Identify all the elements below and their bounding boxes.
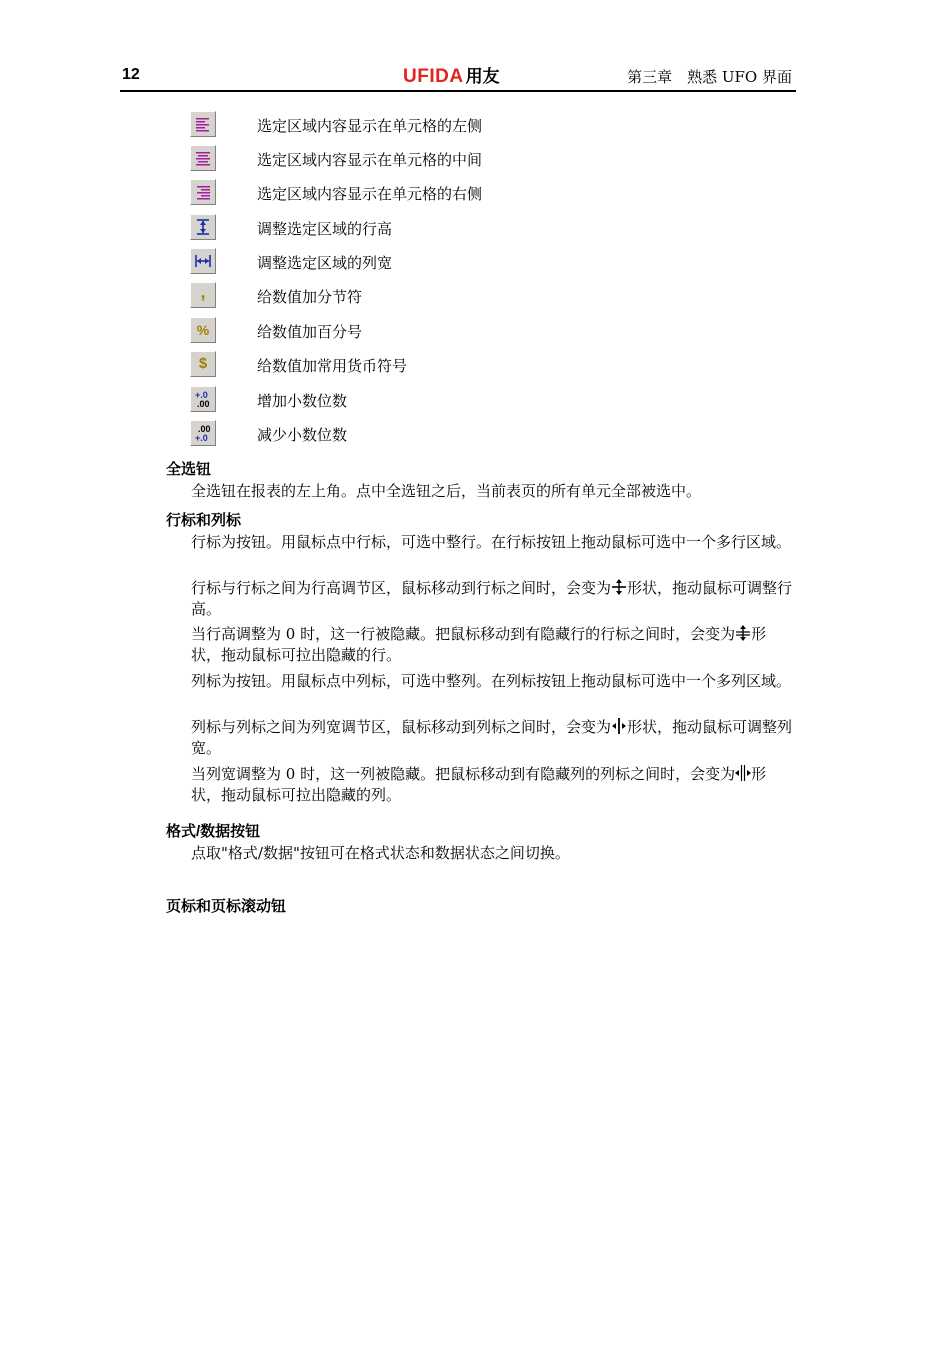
row-unhide-cursor-icon: [735, 625, 751, 641]
column-unhide-cursor-icon: [735, 765, 751, 781]
icon-row-align-right: [190, 179, 790, 209]
paragraph: 当行高调整为 0 时，这一行被隐藏。把鼠标移动到有隐藏行的行标之间时，会变为 形状，拖动鼠标可拉出隐藏的行。: [191, 625, 767, 664]
icon-row-align-center: [190, 145, 790, 175]
decrease-decimal-icon: [190, 420, 216, 446]
section-title-format-data: 格式/数据按钮: [166, 823, 261, 840]
align-left-icon: [190, 111, 216, 137]
section-title-page-tabs: 页标和页标滚动钮: [166, 898, 287, 915]
paragraph: 行标为按钮。用鼠标点中行标，可选中整行。在行标按钮上拖动鼠标可选中一个多行区域。: [191, 533, 792, 551]
row-height-icon: [190, 214, 216, 240]
column-width-icon: [190, 248, 216, 274]
icon-row-increase-decimal: [190, 386, 790, 416]
icon-label: 给数值加分节符: [257, 288, 363, 306]
page-number: 12: [122, 66, 140, 83]
column-resize-cursor-icon: [611, 718, 627, 734]
paragraph: 列标为按钮。用鼠标点中列标，可选中整列。在列标按钮上拖动鼠标可选中一个多列区域。: [191, 672, 792, 690]
icon-label: 给数值加百分号: [257, 323, 363, 341]
icon-label: 选定区域内容显示在单元格的右侧: [257, 185, 483, 203]
svg-text:.00: .00: [198, 424, 211, 434]
paragraph: 列标与列标之间为列宽调节区，鼠标移动到列标之间时，会变为 形状，拖动鼠标可调整列宽。: [191, 718, 793, 757]
chapter-title: 第三章 熟悉 UFO 界面: [627, 68, 792, 86]
ufida-logo: UFIDA 用友: [403, 66, 500, 87]
align-center-icon: [190, 145, 216, 171]
svg-text:+.0: +.0: [195, 390, 208, 400]
icon-row-align-left: [190, 111, 790, 141]
row-resize-cursor-icon: [611, 579, 627, 595]
svg-text:.00: .00: [197, 399, 210, 409]
icon-label: 选定区域内容显示在单元格的左侧: [257, 117, 483, 135]
paragraph: 点取"格式/数据"按钮可在格式状态和数据状态之间切换。: [191, 844, 570, 862]
icon-row-column-width: [190, 248, 790, 278]
section-title-row-col-headers: 行标和列标: [166, 512, 242, 529]
paragraph: 行标与行标之间为行高调节区，鼠标移动到行标之间时，会变为 形状，拖动鼠标可调整行高。: [191, 579, 793, 618]
icon-row-currency: [190, 351, 790, 381]
icon-row-thousands: [190, 282, 790, 312]
icon-label: 增加小数位数: [257, 392, 348, 410]
icon-row-decrease-decimal: [190, 420, 790, 450]
icon-label: 调整选定区域的行高: [257, 220, 393, 238]
thousands-separator-icon: ,: [190, 282, 216, 308]
svg-text:+.0: +.0: [195, 433, 208, 443]
section-title-select-all: 全选钮: [166, 461, 212, 478]
increase-decimal-icon: [190, 386, 216, 412]
paragraph: 全选钮在报表的左上角。点中全选钮之后，当前表页的所有单元全部被选中。: [191, 482, 702, 500]
paragraph: 当列宽调整为 0 时，这一列被隐藏。把鼠标移动到有隐藏列的列标之间时，会变为 形状，拖动鼠标可拉出隐藏的列。: [191, 765, 767, 804]
currency-icon: $: [190, 351, 216, 377]
icon-row-row-height: [190, 214, 790, 244]
icon-label: 选定区域内容显示在单元格的中间: [257, 151, 483, 169]
icon-label: 给数值加常用货币符号: [257, 357, 408, 375]
percent-icon: %: [190, 317, 216, 343]
align-right-icon: [190, 179, 216, 205]
icon-row-percent: [190, 317, 790, 347]
icon-label: 减少小数位数: [257, 426, 348, 444]
page-header: [120, 62, 796, 92]
icon-label: 调整选定区域的列宽: [257, 254, 393, 272]
